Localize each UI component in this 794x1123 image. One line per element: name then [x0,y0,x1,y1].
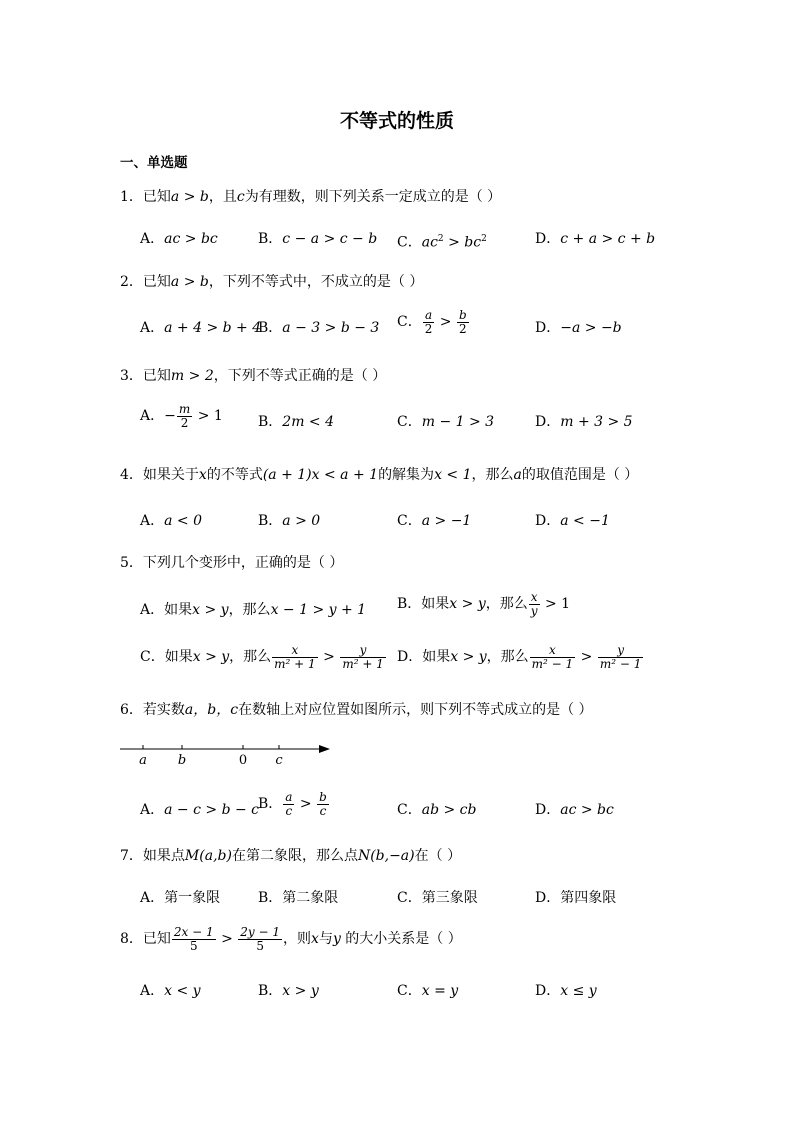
label-a: a [139,753,147,768]
fraction: $\frac{x}{\text{m² + 1}}$ [274,643,316,671]
fraction: $\frac{m}{2}$ [178,402,191,430]
question-2-option-c[interactable]: C． $\frac{a}{2}$ > $\frac{b}{2}$ [397,308,467,336]
question-3-option-a[interactable]: A．− $\frac{m}{2}$ > 1 [140,402,223,430]
fraction: $\frac{b}{2}$ [459,308,467,336]
question-8-option-a[interactable]: A．x < y [140,983,201,999]
question-8-stem: 8．已知 $\frac{2x - 1}{5}$ > $\frac{2y - 1}{5}$ ，则x与y 的大小关系是（ ） [120,925,462,953]
fraction: $\frac{a}{c}$ [285,790,293,818]
fraction: $\frac{y}{\text{m² + 1}}$ [342,643,384,671]
question-4-option-b[interactable]: B．a > 0 [258,513,321,529]
question-2-option-a[interactable]: A．a + 4 > b + 4 [140,320,262,336]
question-8-option-b[interactable]: B．x > y [258,983,319,999]
fraction: $\frac{2x - 1}{5}$ [173,925,214,953]
question-5-option-b[interactable]: B．如果x > y，那么 $\frac{x}{y}$ > 1 [397,590,571,618]
section-heading: 一、单选题 [120,155,188,171]
question-6-option-a[interactable]: A．a − c > b − c [140,802,260,818]
question-3-option-c[interactable]: C．m − 1 > 3 [397,414,495,430]
question-8-option-d[interactable]: D．x ≤ y [535,983,597,999]
number-line-arrow [319,745,330,753]
fraction: $\frac{y}{\text{m² − 1}}$ [599,643,642,671]
fraction: $\frac{x}{\text{m² − 1}}$ [531,643,574,671]
question-1-stem: 1．已知a > b，且c为有理数，则下列关系一定成立的是（ ） [120,189,502,205]
question-8-option-c[interactable]: C．x = y [397,983,459,999]
question-3-stem: 3．已知m > 2，下列不等式正确的是（ ） [120,368,387,384]
question-6-option-d[interactable]: D．ac > bc [535,802,614,818]
question-5-stem: 5．下列几个变形中，正确的是（ ） [120,555,344,571]
question-6-option-b[interactable]: B． $\frac{a}{c}$ > $\frac{b}{c}$ [258,790,327,818]
question-7-option-c[interactable]: C．第三象限 [397,890,478,906]
question-7-option-a[interactable]: A．第一象限 [140,890,221,906]
question-7-option-d[interactable]: D．第四象限 [535,890,617,906]
question-1-option-d[interactable]: D．c + a > c + b [535,231,656,247]
question-5-option-d[interactable]: D．如果x > y，那么 $\frac{x}{\text{m² − 1}}$ > $\frac{y}{\text{m² − 1}}$ [397,643,642,671]
question-2-option-b[interactable]: B．a − 3 > b − 3 [258,320,380,336]
question-7-option-b[interactable]: B．第二象限 [258,890,339,906]
label-zero: 0 [238,753,248,768]
question-3-option-b[interactable]: B．2m < 4 [258,414,335,430]
fraction: $\frac{2y - 1}{5}$ [240,925,281,953]
question-3-option-d[interactable]: D．m + 3 > 5 [535,414,633,430]
label-c: c [275,753,283,768]
fraction: $\frac{a}{2}$ [424,308,433,336]
question-5-option-c[interactable]: C．如果x > y，那么 $\frac{x}{\text{m² + 1}}$ > $\frac{y}{\text{m² + 1}}$ [140,643,384,671]
fraction: $\frac{x}{y}$ [530,590,538,618]
question-2-stem: 2．已知a > b，下列不等式中，不成立的是（ ） [120,274,424,290]
question-4-option-d[interactable]: D．a < −1 [535,513,610,529]
page-title: 不等式的性质 [339,110,454,132]
question-5-option-a[interactable]: A．如果x > y，那么x − 1 > y + 1 [140,602,367,618]
question-1-option-a[interactable]: A．ac > bc [140,231,218,247]
question-4-option-c[interactable]: C．a > −1 [397,513,472,529]
question-2-option-d[interactable]: D．−a > −b [535,320,622,336]
question-4-option-a[interactable]: A．a < 0 [140,513,203,529]
question-1-option-b[interactable]: B．c − a > c − b [258,231,378,247]
fraction: $\frac{b}{c}$ [319,790,327,818]
question-6-option-c[interactable]: C．ab > cb [397,802,477,818]
question-7-stem: 7．如果点M(a,b)在第二象限，那么点N(b,−a)在（ ） [120,848,462,864]
question-1-option-c[interactable]: C．$ac^2 > bc^2$ [397,234,487,251]
label-b: b [177,753,187,768]
number-line [118,740,332,770]
question-6-stem: 6．若实数a，b，c在数轴上对应位置如图所示，则下列不等式成立的是（ ） [120,702,593,718]
question-4-stem: 4．如果关于x的不等式(a + 1)x < a + 1的解集为x < 1，那么a的取值范围是（ ） [120,467,639,483]
